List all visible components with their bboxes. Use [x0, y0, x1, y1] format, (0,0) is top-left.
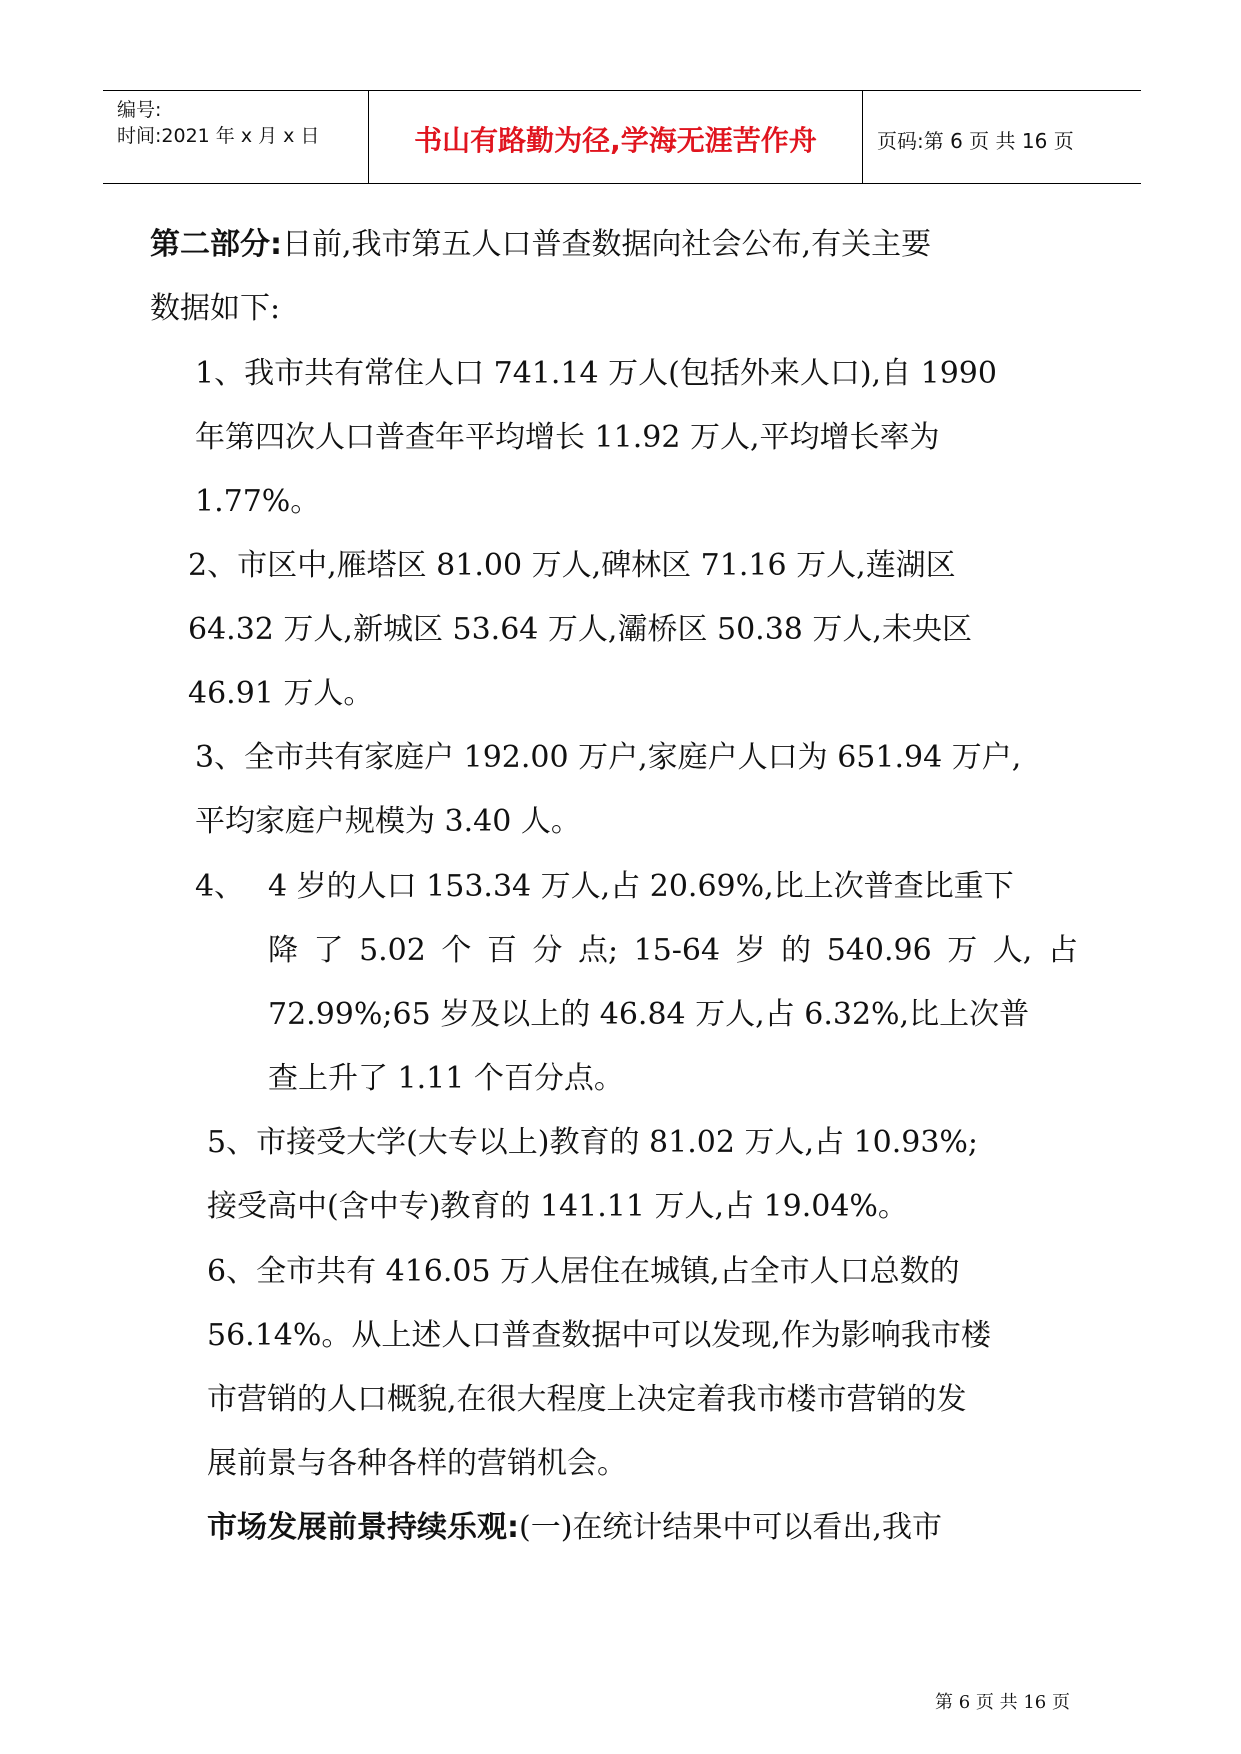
market-text: (一)在统计结果中可以看出,我市	[519, 1510, 942, 1545]
part2-text: 日前,我市第五人口普查数据向社会公布,有关主要	[282, 227, 932, 262]
item1-line2: 年第四次人口普查年平均增长 11.92 万人,平均增长率为	[195, 420, 940, 455]
item4-line2	[268, 933, 1078, 969]
justified-word: 人,	[992, 933, 1033, 968]
item1-line3: 1.77%。	[195, 484, 321, 519]
item6-line2: 56.14%。从上述人口普查数据中可以发现,作为影响我市楼	[207, 1318, 991, 1353]
header-motto: 书山有路勤为径,学海无涯苦作舟	[414, 124, 817, 157]
item5-line2: 接受高中(含中专)教育的 141.11 万人,占 19.04%。	[207, 1189, 908, 1224]
item3-line1: 3、全市共有家庭户 192.00 万户,家庭户人口为 651.94 万户,	[195, 740, 1022, 775]
justified-word: 岁	[735, 933, 766, 968]
item6-line3: 市营销的人口概貌,在很大程度上决定着我市楼市营销的发	[207, 1382, 967, 1417]
header-info-cell	[103, 91, 368, 183]
justified-word: 分	[532, 933, 563, 968]
justified-word: 百	[486, 933, 517, 968]
justified-word: 540.96	[826, 933, 932, 968]
justified-word: 15-64	[633, 933, 721, 968]
market-line	[207, 1510, 942, 1546]
part2-line2: 数据如下:	[150, 291, 281, 326]
header-motto-cell	[368, 91, 863, 183]
item1-line1: 1、我市共有常住人口 741.14 万人(包括外来人口),自 1990	[195, 356, 997, 391]
market-heading: 市场发展前景持续乐观:	[207, 1510, 519, 1545]
time-text: 时间:2021 年 x 月 x 日	[117, 125, 320, 147]
item4-line3: 72.99%;65 岁及以上的 46.84 万人,占 6.32%,比上次普	[268, 997, 1030, 1032]
item5-line1: 5、市接受大学(大专以上)教育的 81.02 万人,占 10.93%;	[207, 1125, 979, 1160]
header-page-number: 页码:第 6 页 共 16 页	[877, 129, 1074, 153]
part2-first-line	[150, 227, 931, 263]
page-header	[103, 90, 1141, 184]
header-page-cell	[863, 91, 1141, 183]
justified-word: 占	[1047, 933, 1078, 968]
item2-line2: 64.32 万人,新城区 53.64 万人,灞桥区 50.38 万人,未央区	[188, 612, 972, 647]
item2-line1: 2、市区中,雁塔区 81.00 万人,碑林区 71.16 万人,莲湖区	[188, 548, 956, 583]
justified-word: 个	[441, 933, 472, 968]
justified-word: 5.02	[359, 933, 426, 968]
justified-word: 的	[781, 933, 812, 968]
part2-heading: 第二部分:	[150, 227, 282, 262]
serial-label: 编号:	[117, 99, 162, 121]
item2-line3: 46.91 万人。	[188, 676, 374, 711]
item4-line4: 查上升了 1.11 个百分点。	[268, 1061, 624, 1096]
item3-line2: 平均家庭户规模为 3.40 人。	[195, 804, 581, 839]
justified-word: 万	[947, 933, 978, 968]
page-footer: 第 6 页 共 16 页	[935, 1692, 1070, 1713]
item4-line1: 4 岁的人口 153.34 万人,占 20.69%,比上次普查比重下	[268, 869, 1014, 904]
justified-word: 点;	[577, 933, 619, 968]
justified-word: 降	[268, 933, 298, 968]
item6-line1: 6、全市共有 416.05 万人居住在城镇,占全市人口总数的	[207, 1254, 960, 1289]
item4-number: 4、	[195, 869, 245, 904]
justified-word: 了	[313, 933, 344, 968]
item6-line4: 展前景与各种各样的营销机会。	[207, 1446, 627, 1481]
